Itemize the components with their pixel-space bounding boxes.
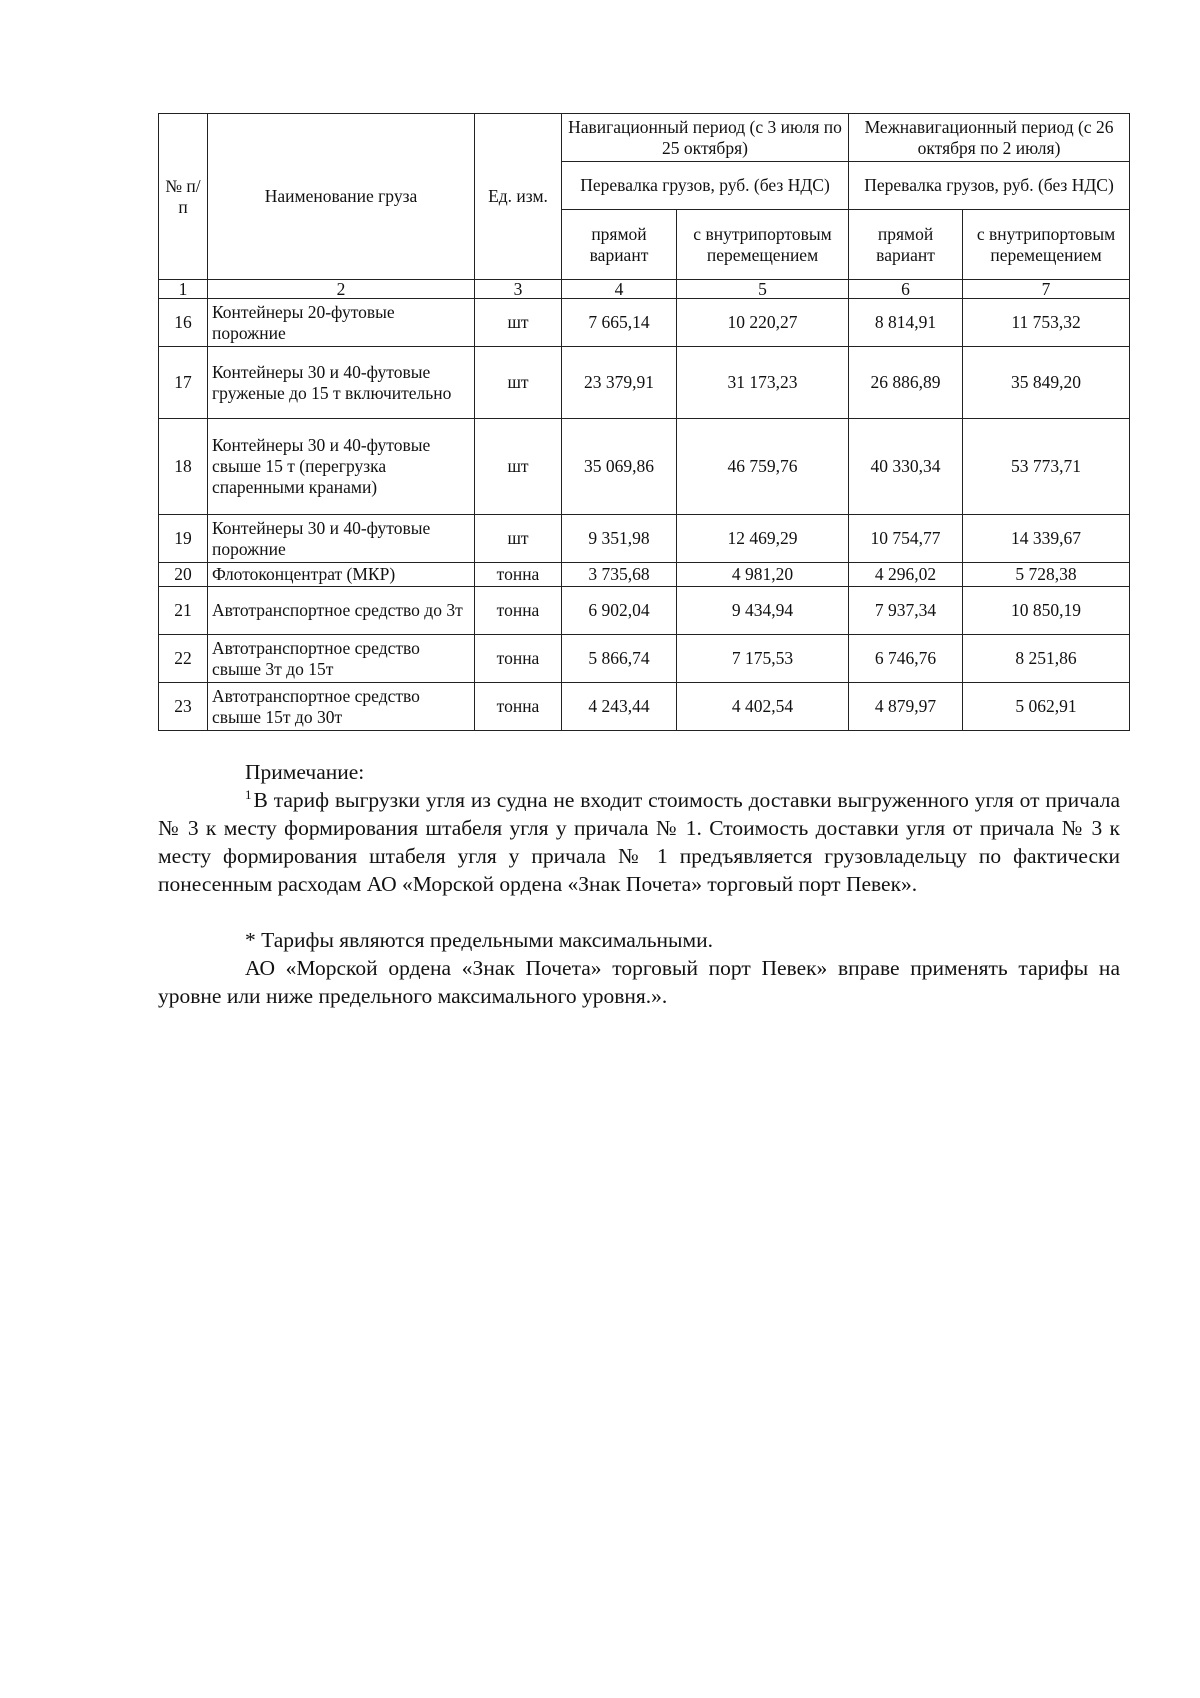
price-internal-nav: 4 402,54	[677, 683, 849, 731]
header-num: № п/п	[159, 114, 208, 280]
row-num: 20	[159, 563, 208, 587]
footnote-mark: 1	[245, 786, 252, 802]
notes-section	[158, 758, 1120, 1010]
price-internal-nav: 10 220,27	[677, 299, 849, 347]
table-row	[159, 635, 1130, 683]
cargo-name: Контейнеры 30 и 40-футовые груженые до 15 т включительно	[208, 347, 475, 419]
price-internal-nav: 7 175,53	[677, 635, 849, 683]
notes-title: Примечание:	[245, 760, 365, 784]
row-num: 19	[159, 515, 208, 563]
row-num: 18	[159, 419, 208, 515]
price-internal-internav: 8 251,86	[963, 635, 1130, 683]
cargo-name: Автотранспортное средство свыше 3т до 15т	[208, 635, 475, 683]
footnote-paragraph	[158, 786, 1120, 898]
cargo-name: Флотоконцентрат (МКР)	[208, 563, 475, 587]
column-number: 1	[159, 280, 208, 299]
table-row	[159, 587, 1130, 635]
price-internal-internav: 35 849,20	[963, 347, 1130, 419]
price-internal-nav: 12 469,29	[677, 515, 849, 563]
column-number: 4	[562, 280, 677, 299]
unit: тонна	[475, 683, 562, 731]
column-number: 5	[677, 280, 849, 299]
price-internal-nav: 46 759,76	[677, 419, 849, 515]
header-name: Наименование груза	[208, 114, 475, 280]
unit: тонна	[475, 563, 562, 587]
price-internal-internav: 5 728,38	[963, 563, 1130, 587]
price-direct-internav: 40 330,34	[849, 419, 963, 515]
final-note: АО «Морской ордена «Знак Почета» торговый порт Певек» вправе применять тарифы на уровне или ниже предельного максимального уровня.».	[158, 956, 1120, 1008]
column-number: 7	[963, 280, 1130, 299]
price-direct-internav: 6 746,76	[849, 635, 963, 683]
price-direct-internav: 4 296,02	[849, 563, 963, 587]
column-number: 6	[849, 280, 963, 299]
price-direct-nav: 6 902,04	[562, 587, 677, 635]
tariff-table	[158, 113, 1130, 731]
header-internal-internav: с внутрипортовым перемещением	[963, 210, 1130, 280]
column-number-row	[159, 280, 1130, 299]
row-num: 17	[159, 347, 208, 419]
header-unit: Ед. изм.	[475, 114, 562, 280]
cargo-name: Контейнеры 30 и 40-футовые порожние	[208, 515, 475, 563]
cargo-name: Автотранспортное средство до 3т	[208, 587, 475, 635]
header-internal-nav: с внутрипортовым перемещением	[677, 210, 849, 280]
row-num: 16	[159, 299, 208, 347]
header-direct-internav: прямой вариант	[849, 210, 963, 280]
header-transshipment-internav: Перевалка грузов, руб. (без НДС)	[849, 162, 1130, 210]
star-note: * Тарифы являются предельными максимальными.	[245, 928, 713, 952]
price-direct-nav: 9 351,98	[562, 515, 677, 563]
price-direct-nav: 3 735,68	[562, 563, 677, 587]
cargo-name: Автотранспортное средство свыше 15т до 30т	[208, 683, 475, 731]
unit: тонна	[475, 635, 562, 683]
price-direct-nav: 5 866,74	[562, 635, 677, 683]
price-direct-internav: 26 886,89	[849, 347, 963, 419]
header-internav-period: Межнавигационный период (с 26 октября по 2 июля)	[849, 114, 1130, 162]
price-internal-internav: 53 773,71	[963, 419, 1130, 515]
price-direct-nav: 23 379,91	[562, 347, 677, 419]
price-direct-nav: 4 243,44	[562, 683, 677, 731]
table-row	[159, 419, 1130, 515]
header-nav-period: Навигационный период (с 3 июля по 25 октября)	[562, 114, 849, 162]
price-direct-nav: 7 665,14	[562, 299, 677, 347]
unit: тонна	[475, 587, 562, 635]
price-direct-internav: 4 879,97	[849, 683, 963, 731]
header-direct-nav: прямой вариант	[562, 210, 677, 280]
price-direct-internav: 8 814,91	[849, 299, 963, 347]
table-row	[159, 299, 1130, 347]
price-direct-internav: 10 754,77	[849, 515, 963, 563]
paragraph-spacer	[158, 898, 1120, 926]
price-internal-internav: 14 339,67	[963, 515, 1130, 563]
unit: шт	[475, 515, 562, 563]
price-direct-nav: 35 069,86	[562, 419, 677, 515]
price-internal-nav: 9 434,94	[677, 587, 849, 635]
table-row	[159, 563, 1130, 587]
unit: шт	[475, 299, 562, 347]
row-num: 23	[159, 683, 208, 731]
price-direct-internav: 7 937,34	[849, 587, 963, 635]
unit: шт	[475, 347, 562, 419]
table-row	[159, 515, 1130, 563]
price-internal-nav: 31 173,23	[677, 347, 849, 419]
price-internal-internav: 10 850,19	[963, 587, 1130, 635]
header-transshipment-nav: Перевалка грузов, руб. (без НДС)	[562, 162, 849, 210]
cargo-name: Контейнеры 30 и 40-футовые свыше 15 т (перегрузка спаренными кранами)	[208, 419, 475, 515]
price-internal-nav: 4 981,20	[677, 563, 849, 587]
table-row	[159, 683, 1130, 731]
table-header	[159, 114, 1130, 299]
table-row	[159, 347, 1130, 419]
row-num: 21	[159, 587, 208, 635]
footnote-text: В тариф выгрузки угля из судна не входит стоимость доставки выгруженного угля от причала № 3 к месту формирования штабеля угля у причала № 1. Стоимость доставки угля от причала № 3 к месту формирования штабеля угля у причала № 1 предъявляется грузовладельцу по фактически понесенным расходам АО «Морской ордена «Знак Почета» торговый порт Певек».	[158, 788, 1120, 896]
cargo-name: Контейнеры 20-футовые порожние	[208, 299, 475, 347]
column-number: 2	[208, 280, 475, 299]
price-internal-internav: 11 753,32	[963, 299, 1130, 347]
unit: шт	[475, 419, 562, 515]
row-num: 22	[159, 635, 208, 683]
column-number: 3	[475, 280, 562, 299]
price-internal-internav: 5 062,91	[963, 683, 1130, 731]
table-body	[159, 299, 1130, 731]
